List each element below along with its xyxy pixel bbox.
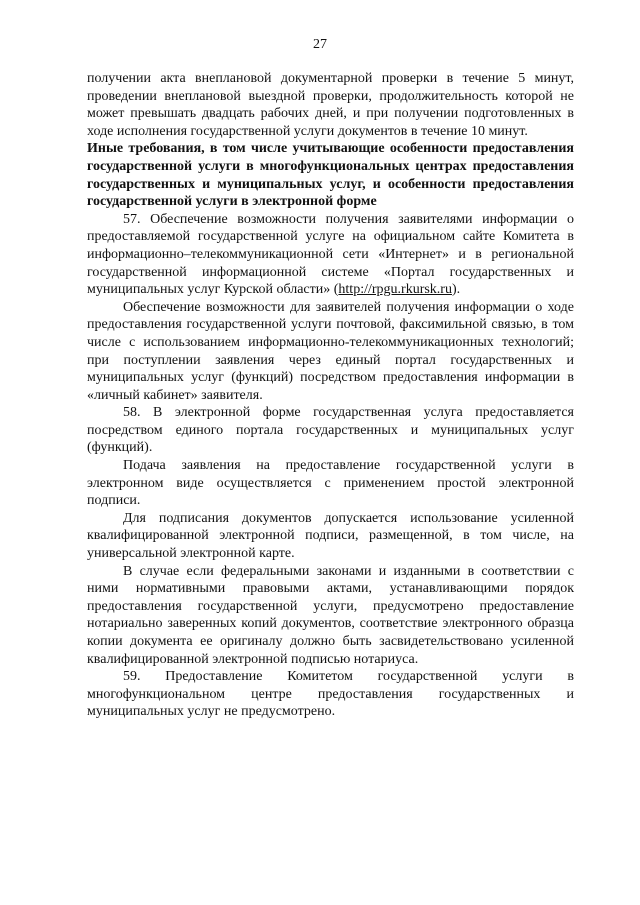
paragraph-57	[87, 211, 574, 299]
paragraph-57-continued: Обеспечение возможности для заявителей получения информации о ходе предоставления государственной услуги почтовой, факсимильной связью, в том числе с использованием информационно-телекоммуникационных технологий; при поступлении заявления через единый портал государственных и муниципальных услуг (функций) посредством предоставления информации в «личный кабинет» заявителя.	[87, 299, 574, 403]
portal-link: http://rpgu.rkursk.ru	[338, 282, 452, 298]
paragraph-58-notary: В случае если федеральными законами и изданными в соответствии с ними нормативными правовыми актами, устанавливающими порядок предоставления государственной услуги, предусмотрено предоставление нотариально заверенных копий документов, соответствие электронного образца копии документа ее оригиналу должно быть засвидетельствовано усиленной квалифицированной электронной подписью нотариуса.	[87, 563, 574, 667]
paragraph-59: 59. Предоставление Комитетом государственной услуги в многофункциональном центре предоставления государственных и муниципальных услуг не предусмотрено.	[87, 669, 574, 720]
document-body	[87, 70, 574, 721]
paragraph-57-end: ).	[451, 282, 461, 298]
paragraph-58-signature: Для подписания документов допускается использование усиленной квалифицированной электронной подписи, размещенной, в том числе, на универсальной электронной карте.	[87, 510, 574, 562]
section-heading: Иные требования, в том числе учитывающие особенности предоставления государственной услуги в многофункциональных центрах предоставления государственных и муниципальных услуг, и особенности предоставления государственной услуги в электронной форме	[87, 141, 574, 210]
intro-paragraph: получении акта внеплановой документарной проверки в течение 5 минут, проведении внеплановой выездной проверки, продолжительность которой не может превышать двадцать рабочих дней, и при получении подготовленных в ходе исполнения государственной услуги документов в течение 10 минут.	[87, 71, 574, 139]
paragraph-58: 58. В электронной форме государственная услуга предоставляется посредством единого портала государственных и муниципальных услуг (функций).	[87, 405, 574, 456]
paragraph-58-application: Подача заявления на предоставление государственной услуги в электронном виде осуществляется с применением простой электронной подписи.	[87, 458, 574, 509]
page-number: 27	[313, 37, 327, 52]
paragraph-57-text: 57. Обеспечение возможности получения заявителями информации о предоставляемой государственной услуге на официальном сайте Комитета в информационно–телекоммуникационной сети «Интернет» и в региональной государственной информационной системе «Портал государственных и муниципальных услуг Курской области» (	[87, 211, 574, 298]
